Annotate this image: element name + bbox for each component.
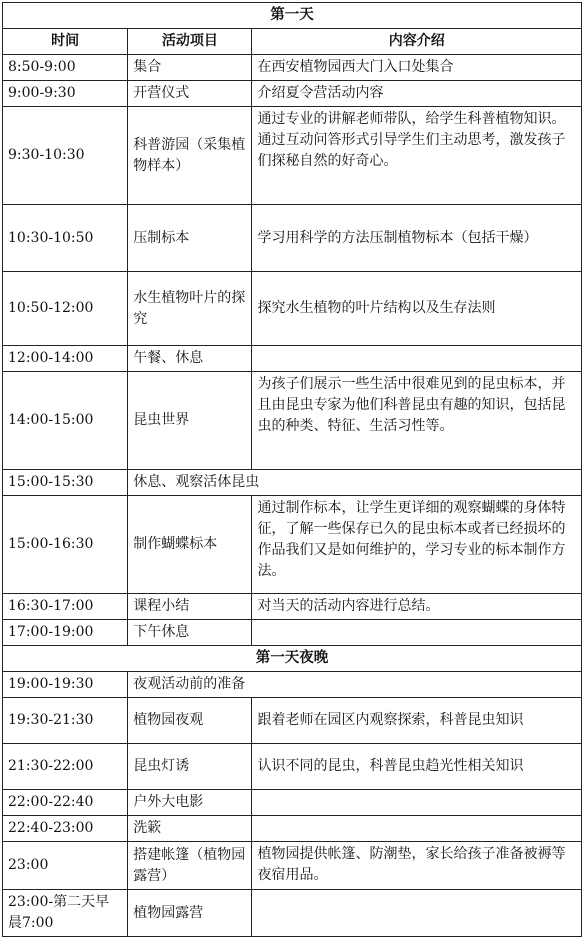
activity-cell: 午餐、休息 (128, 346, 252, 372)
content-cell: 对当天的活动内容进行总结。 (252, 594, 582, 620)
time-cell: 9:30-10:30 (3, 107, 128, 205)
activity-cell: 制作蝴蝶标本 (128, 496, 252, 594)
activity-cell: 集合 (128, 55, 252, 81)
time-cell: 21:30-22:00 (3, 744, 128, 790)
time-cell: 17:00-19:00 (3, 620, 128, 646)
section-header-day1 (3, 3, 582, 29)
activity-cell: 下午休息 (128, 620, 252, 646)
activity-cell: 夜观活动前的准备 (128, 672, 582, 698)
table-row (3, 372, 582, 470)
table-row (3, 620, 582, 646)
activity-cell: 压制标本 (128, 205, 252, 272)
activity-cell: 植物园夜观 (128, 698, 252, 744)
time-cell: 8:50-9:00 (3, 55, 128, 81)
content-cell: 植物园提供帐篷、防潮垫，家长给孩子准备被褥等夜宿用品。 (252, 842, 582, 890)
activity-cell: 开营仪式 (128, 81, 252, 107)
activity-cell: 休息、观察活体昆虫 (128, 470, 582, 496)
content-cell: 通过制作标本，让学生更详细的观察蝴蝶的身体特征，了解一些保存已久的昆虫标本或者已经损坏的作品我们又是如何维护的，学习专业的标本制作方法。 (252, 496, 582, 594)
table-row (3, 496, 582, 594)
table-row (3, 346, 582, 372)
content-cell: 为孩子们展示一些生活中很难见到的昆虫标本，并且由昆虫专家为他们科普昆虫有趣的知识，包括昆虫的种类、特征、生活习性等。 (252, 372, 582, 470)
schedule-document (2, 2, 582, 931)
content-cell: 探究水生植物的叶片结构以及生存法则 (252, 272, 582, 346)
schedule-table (2, 2, 582, 937)
content-cell (252, 346, 582, 372)
table-row (3, 107, 582, 205)
activity-cell: 昆虫世界 (128, 372, 252, 470)
activity-cell: 昆虫灯诱 (128, 744, 252, 790)
time-cell: 19:00-19:30 (3, 672, 128, 698)
section-title: 第一天夜晚 (3, 646, 582, 672)
activity-cell: 科普游园（采集植物样本） (128, 107, 252, 205)
section-header-night (3, 646, 582, 672)
table-row (3, 205, 582, 272)
time-cell: 14:00-15:00 (3, 372, 128, 470)
header-activity: 活动项目 (128, 29, 252, 55)
table-row (3, 890, 582, 937)
activity-cell: 洗簌 (128, 816, 252, 842)
table-row (3, 698, 582, 744)
time-cell: 10:30-10:50 (3, 205, 128, 272)
content-cell: 介绍夏令营活动内容 (252, 81, 582, 107)
time-cell: 19:30-21:30 (3, 698, 128, 744)
time-cell: 16:30-17:00 (3, 594, 128, 620)
activity-cell: 水生植物叶片的探究 (128, 272, 252, 346)
table-row (3, 842, 582, 890)
table-row (3, 816, 582, 842)
activity-cell: 户外大电影 (128, 790, 252, 816)
table-row (3, 594, 582, 620)
time-cell: 10:50-12:00 (3, 272, 128, 346)
header-time: 时间 (3, 29, 128, 55)
content-cell: 在西安植物园西大门入口处集合 (252, 55, 582, 81)
table-row (3, 55, 582, 81)
column-header-row (3, 29, 582, 55)
content-cell (252, 816, 582, 842)
content-cell (252, 790, 582, 816)
section-title: 第一天 (3, 3, 582, 29)
activity-cell: 搭建帐篷（植物园露营） (128, 842, 252, 890)
time-cell: 12:00-14:00 (3, 346, 128, 372)
table-row (3, 272, 582, 346)
header-content: 内容介绍 (252, 29, 582, 55)
table-row (3, 81, 582, 107)
content-cell: 学习用科学的方法压制植物标本（包括干燥） (252, 205, 582, 272)
activity-cell: 植物园露营 (128, 890, 252, 937)
content-cell (252, 620, 582, 646)
time-cell: 22:00-22:40 (3, 790, 128, 816)
time-cell: 23:00 (3, 842, 128, 890)
table-row (3, 470, 582, 496)
content-cell: 通过专业的讲解老师带队，给学生科普植物知识。通过互动问答形式引导学生们主动思考，激发孩子们探秘自然的好奇心。 (252, 107, 582, 205)
table-row (3, 672, 582, 698)
time-cell: 22:40-23:00 (3, 816, 128, 842)
time-cell: 15:00-16:30 (3, 496, 128, 594)
time-cell: 15:00-15:30 (3, 470, 128, 496)
time-cell: 9:00-9:30 (3, 81, 128, 107)
table-row (3, 744, 582, 790)
content-cell: 跟着老师在园区内观察探索，科普昆虫知识 (252, 698, 582, 744)
activity-cell: 课程小结 (128, 594, 252, 620)
table-row (3, 790, 582, 816)
content-cell: 认识不同的昆虫，科普昆虫趋光性相关知识 (252, 744, 582, 790)
time-cell: 23:00-第二天早晨7:00 (3, 890, 128, 937)
content-cell (252, 890, 582, 937)
